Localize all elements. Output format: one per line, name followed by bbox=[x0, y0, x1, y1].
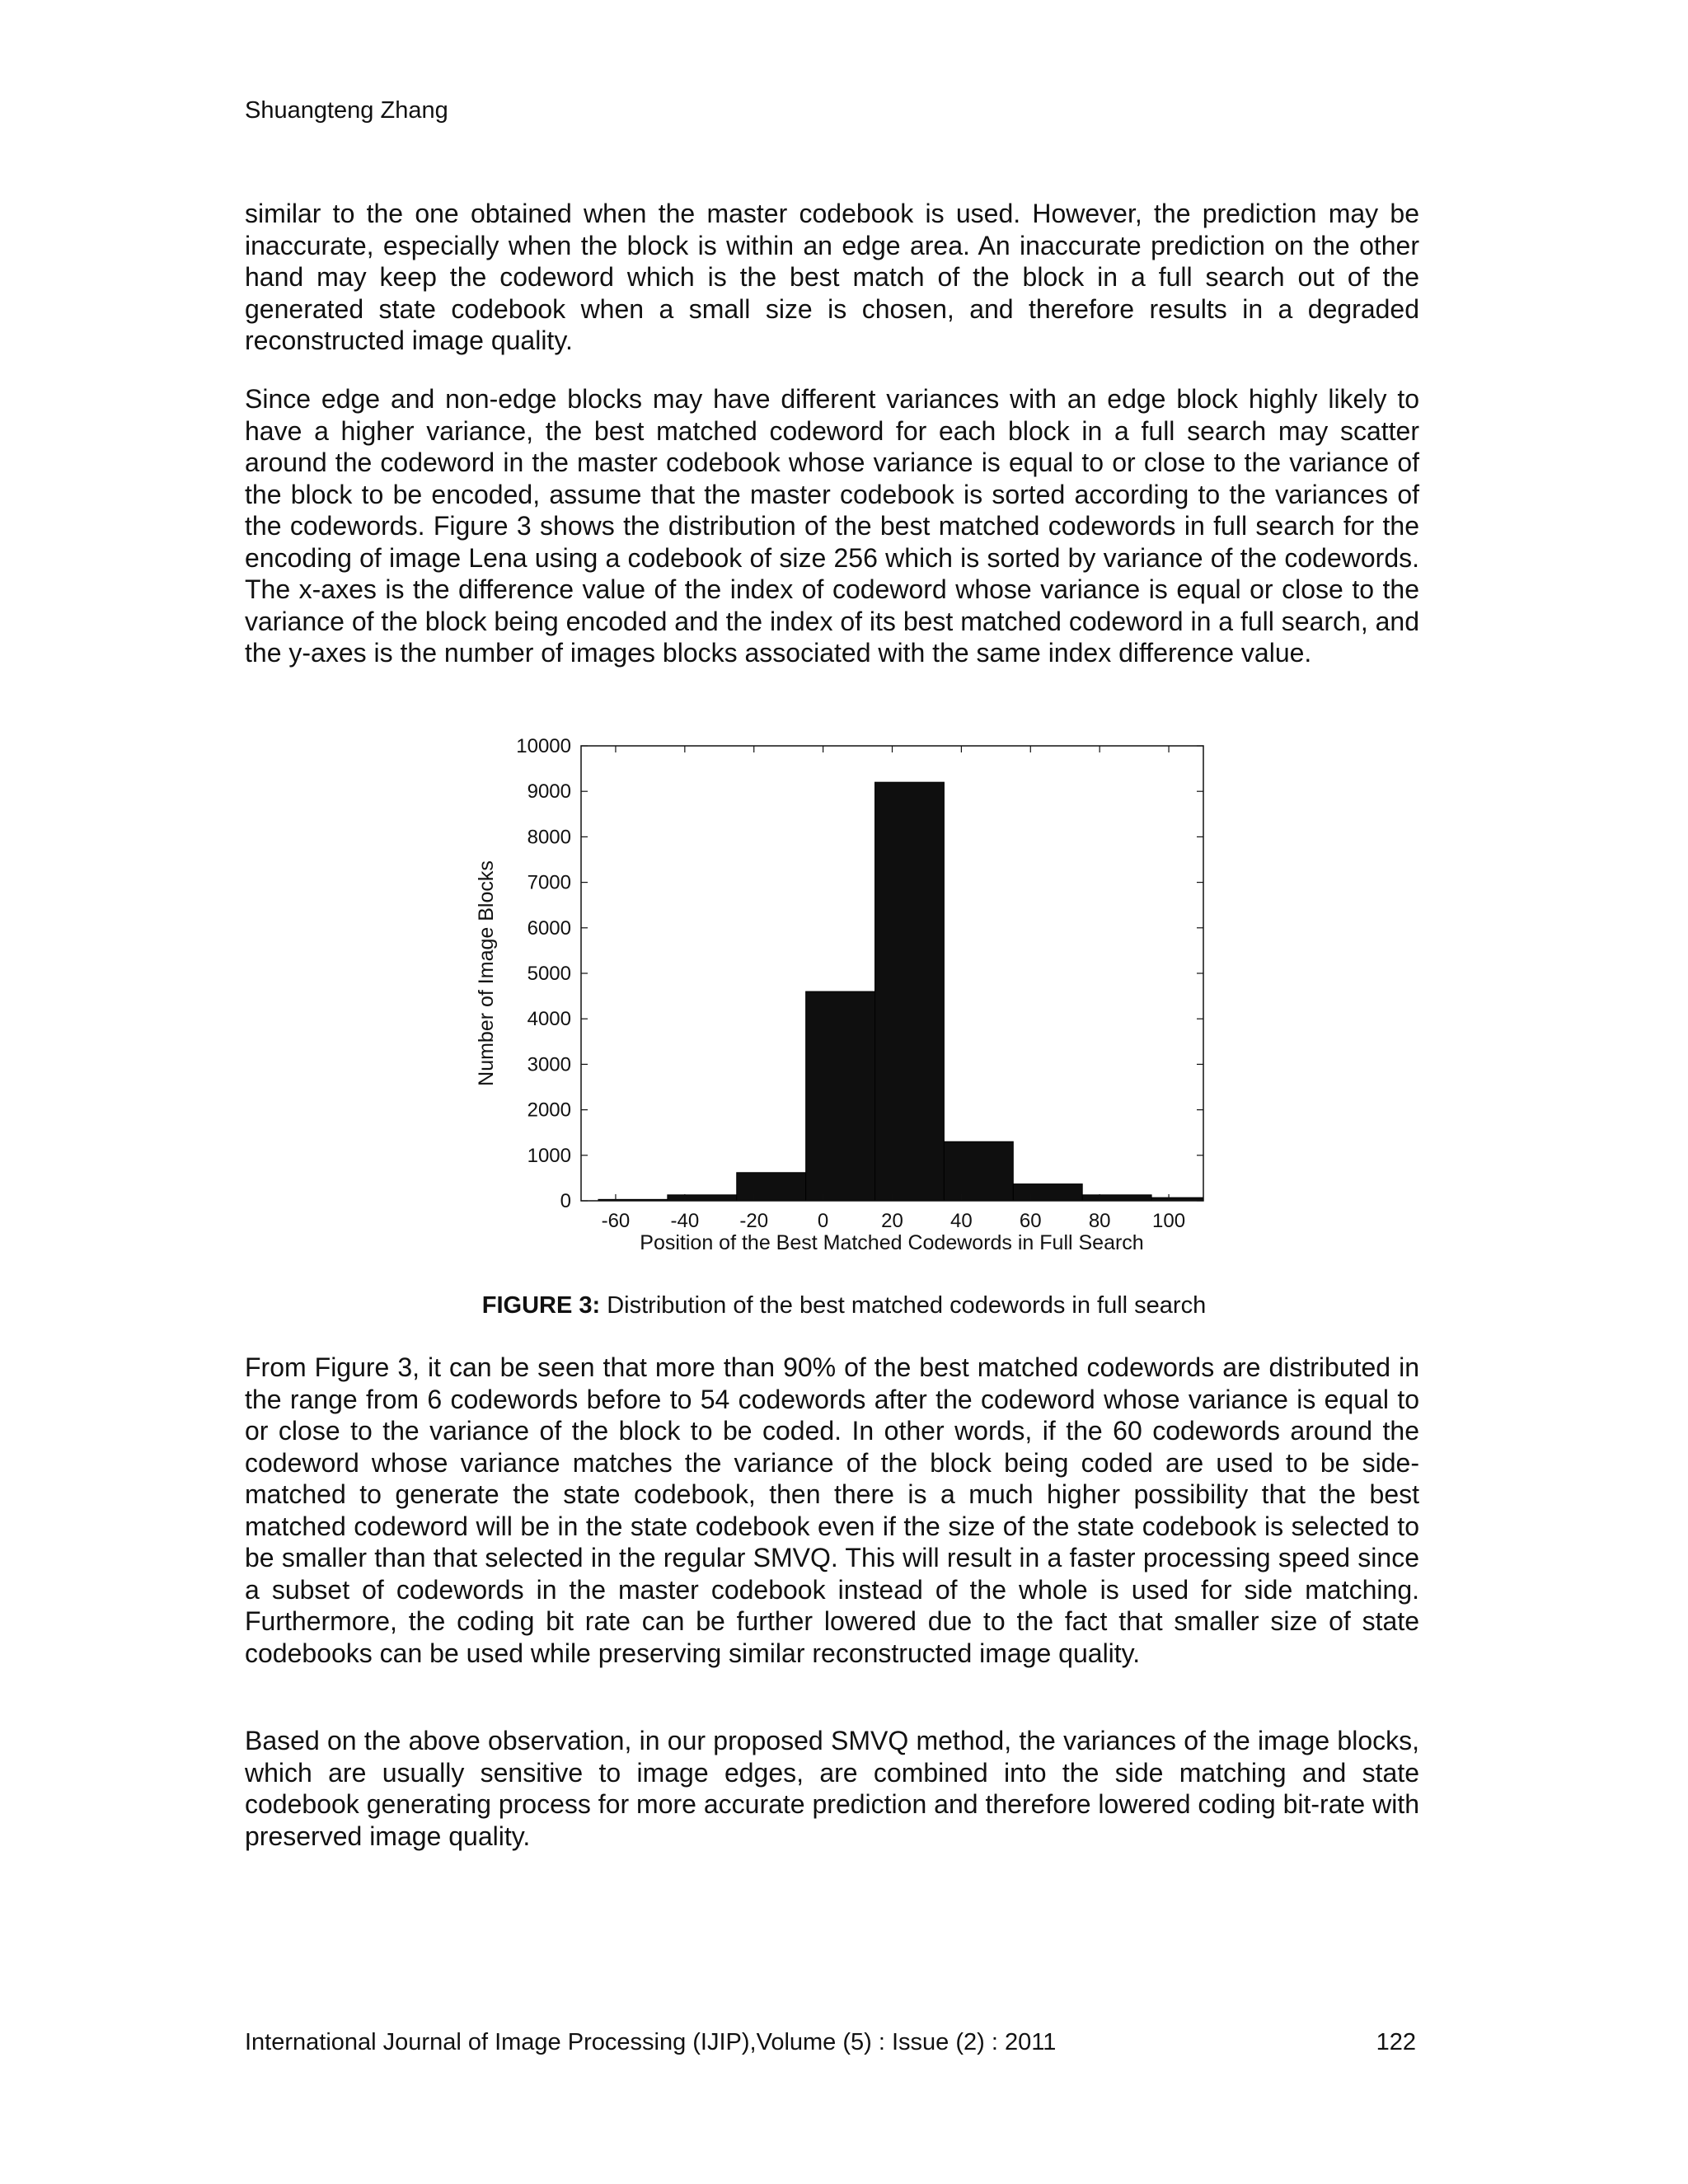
histogram-bar bbox=[875, 782, 945, 1201]
paragraph-2: Since edge and non-edge blocks may have different variances with an edge block highly likely to have a higher variance, the best matched codeword for each block in a full search may scatter around the codeword in the master codebook whose variance is equal to or close to the variance of the block to be encoded, assume that the master codebook is sorted according to the variances of the codewords. Figure 3 shows the distribution of the best matched codewords in full search for the encoding of image Lena using a codebook of size 256 which is sorted by variance of the codewords. The x-axes is the difference value of the index of codeword whose variance is equal or close to the variance of the block being encoded and the index of its best matched codeword in a full search, and the y-axes is the number of images blocks associated with the same index difference value. bbox=[245, 384, 1419, 668]
page-number: 122 bbox=[1376, 2029, 1416, 2055]
x-tick-label: -40 bbox=[670, 1210, 700, 1232]
y-tick-label: 1000 bbox=[527, 1144, 571, 1167]
x-tick-label: 40 bbox=[950, 1210, 973, 1232]
x-tick-label: 20 bbox=[881, 1210, 903, 1232]
figure-3-histogram bbox=[462, 733, 1236, 1261]
y-tick-label: 0 bbox=[560, 1190, 571, 1212]
x-tick-label: 60 bbox=[1019, 1210, 1042, 1232]
x-tick-label: -60 bbox=[601, 1210, 631, 1232]
y-axis-label: Number of Image Blocks bbox=[475, 860, 498, 1086]
histogram-bar bbox=[944, 1141, 1013, 1201]
paragraph-4: Based on the above observation, in our proposed SMVQ method, the variances of the image blocks, which are usually sensitive to image edges, are combined into the side matching and state codebook generating process for more accurate prediction and therefore lowered coding bit-rate with preserved image quality. bbox=[245, 1726, 1419, 1851]
y-tick-label: 10000 bbox=[516, 735, 571, 757]
paragraph-3: From Figure 3, it can be seen that more than 90% of the best matched codewords are distributed in the range from 6 codewords before to 54 codewords after the codeword whose variance is equal to or close to the variance of the block to be coded. In other words, if the 60 codewords around the codeword whose variance matches the variance of the block being coded are used to be side-matched to generate the state codebook, then there is a much higher possibility that the best matched codeword will be in the state codebook even if the size of the state codebook is selected to be smaller than that selected in the regular SMVQ. This will result in a faster processing speed since a subset of codewords in the master codebook instead of the whole is used for side matching. Furthermore, the coding bit rate can be further lowered due to the fact that smaller size of state codebooks can be used while preserving similar reconstructed image quality. bbox=[245, 1352, 1419, 1668]
histogram-bar bbox=[1013, 1184, 1082, 1201]
x-tick-label: 0 bbox=[817, 1210, 829, 1232]
y-tick-label: 9000 bbox=[527, 780, 571, 804]
x-tick-label: 80 bbox=[1088, 1210, 1111, 1232]
histogram-bar bbox=[668, 1195, 737, 1201]
footer-journal: International Journal of Image Processing (IJIP),Volume (5) : Issue (2) : 2011 bbox=[245, 2029, 1057, 2055]
histogram-bar bbox=[806, 991, 875, 1201]
running-header-author: Shuangteng Zhang bbox=[245, 97, 448, 124]
histogram-chart bbox=[462, 733, 1236, 1261]
figure-caption-label: FIGURE 3: bbox=[481, 1292, 601, 1319]
y-tick-label: 4000 bbox=[527, 1008, 571, 1031]
x-axis-label: Position of the Best Matched Codewords in Full Search bbox=[640, 1231, 1144, 1254]
paragraph-1: similar to the one obtained when the master codebook is used. However, the prediction may be inaccurate, especially when the block is within an edge area. An inaccurate prediction on the other hand may keep the codeword which is the best match of the block in a full search out of the generated state codebook when a small size is chosen, and therefore results in a degraded reconstructed image quality. bbox=[245, 199, 1419, 355]
y-tick-label: 7000 bbox=[527, 871, 571, 894]
histogram-bar bbox=[737, 1173, 806, 1201]
x-tick-label: -20 bbox=[739, 1210, 769, 1232]
histogram-bar bbox=[1082, 1195, 1151, 1201]
x-tick-label: 100 bbox=[1152, 1210, 1186, 1232]
y-tick-label: 8000 bbox=[527, 826, 571, 849]
y-tick-label: 2000 bbox=[527, 1099, 571, 1122]
figure-caption-text: Distribution of the best matched codewords in full search bbox=[600, 1292, 1207, 1319]
y-tick-label: 6000 bbox=[527, 916, 571, 940]
figure-caption bbox=[0, 1292, 1688, 1319]
y-tick-label: 3000 bbox=[527, 1053, 571, 1076]
y-tick-label: 5000 bbox=[527, 963, 571, 985]
